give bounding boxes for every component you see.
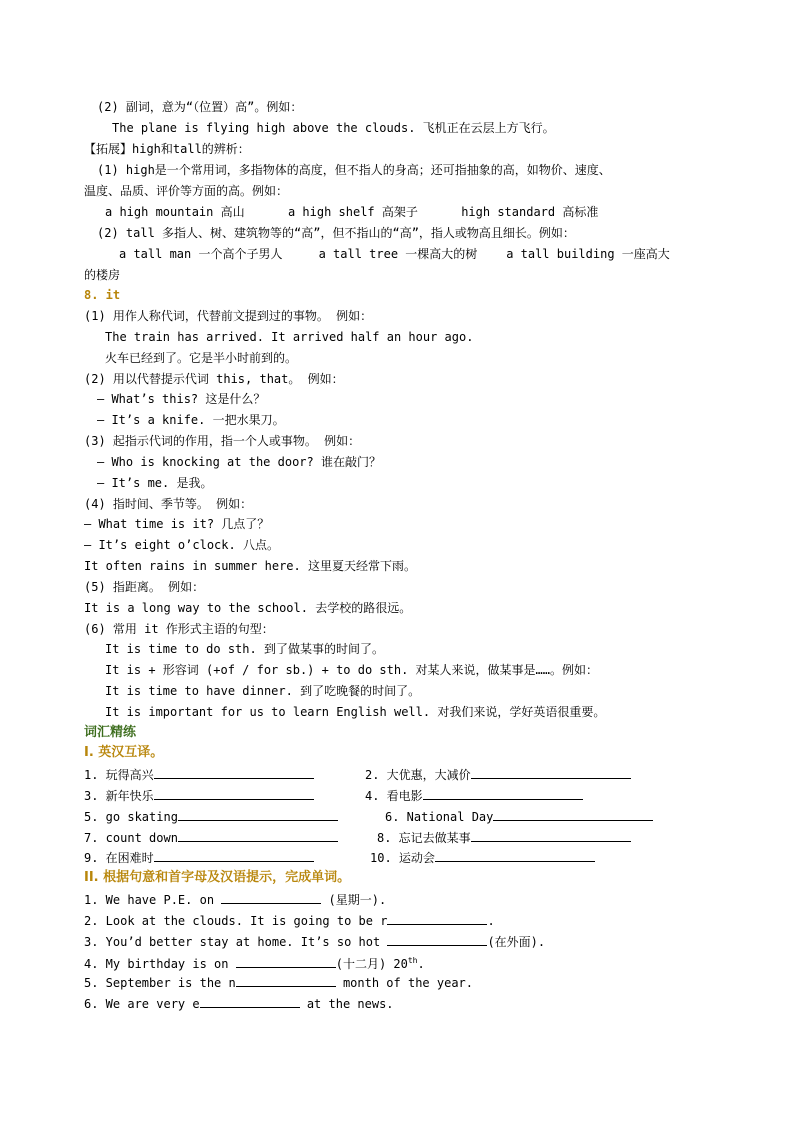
exercise-item: 3. 新年快乐 — [84, 786, 314, 805]
exercise-item: 7. count down — [84, 828, 338, 847]
text-line: It is a long way to the school. 去学校的路很远。 — [84, 601, 412, 615]
text-line: a high mountain 高山 a high shelf 高架子 high standard 高标准 — [105, 205, 599, 219]
text-line: The train has arrived. It arrived half an hour ago. — [105, 330, 474, 344]
text-line: (2) tall 多指人、树、建筑物等的“高”，但不指山的“高”，指人或物高且细长。例如： — [97, 226, 575, 240]
answer-blank[interactable] — [423, 786, 583, 800]
answer-blank[interactable] — [236, 973, 336, 987]
text-line: (1) 用作人称代词，代替前文提到过的事物。 例如： — [84, 309, 373, 323]
text-line: a tall man 一个高个子男人 a tall tree 一棵高大的树 a tall building 一座高大 — [119, 247, 670, 261]
text-line: (2) 用以代替提示代词 this, that。 例如： — [84, 372, 344, 386]
answer-blank[interactable] — [154, 786, 314, 800]
text-line: — What time is it? 几点了？ — [84, 517, 270, 531]
text-line: — It’s eight o’clock. 八点。 — [84, 538, 279, 552]
section-heading-it: 8. it — [84, 288, 121, 302]
answer-blank[interactable] — [221, 890, 321, 904]
text-line: — It’s a knife. 一把水果刀。 — [97, 413, 285, 427]
answer-blank[interactable] — [471, 828, 631, 842]
exercise-item: 2. Look at the clouds. It is going to be r . — [84, 911, 495, 930]
answer-blank[interactable] — [178, 828, 338, 842]
exercise-item: 1. 玩得高兴 — [84, 765, 314, 784]
text-line: 火车已经到了。它是半小时前到的。 — [105, 351, 298, 365]
exercise-item: 2. 大优惠，大减价 — [365, 765, 631, 784]
answer-blank[interactable] — [154, 765, 314, 779]
exercise-item: 3. You’d better stay at home. It’s so hot (在外面). — [84, 932, 545, 951]
text-line: It is important for us to learn English well. 对我们来说，学好英语很重要。 — [105, 705, 606, 719]
exercise-item: 6. We are very e at the news. — [84, 994, 394, 1013]
text-line: (5) 指距离。 例如： — [84, 580, 205, 594]
text-line: The plane is flying high above the clouds. 飞机正在云层上方飞行。 — [112, 121, 555, 135]
text-line: (2) 副词，意为“（位置）高”。例如： — [97, 100, 303, 114]
text-line: (3) 起指示代词的作用，指一个人或事物。 例如： — [84, 434, 361, 448]
answer-blank[interactable] — [200, 994, 300, 1008]
answer-blank[interactable] — [435, 848, 595, 862]
text-line: 温度、品质、评价等方面的高。例如： — [84, 184, 289, 198]
text-line: (4) 指时间、季节等。 例如： — [84, 497, 253, 511]
text-line: It is + 形容词 (+of / for sb.) + to do sth. 对某人来说，做某事是……。例如： — [105, 663, 598, 677]
text-line: It is time to have dinner. 到了吃晚餐的时间了。 — [105, 684, 421, 698]
text-line: (1) high是一个常用词，多指物体的高度，但不指人的身高；还可指抽象的高，如物价、速度、 — [97, 163, 611, 177]
answer-blank[interactable] — [387, 932, 487, 946]
exercise-item: 4. 看电影 — [365, 786, 583, 805]
text-line: It often rains in summer here. 这里夏天经常下雨。 — [84, 559, 416, 573]
answer-blank[interactable] — [154, 848, 314, 862]
exercise-item: 9. 在困难时 — [84, 848, 314, 867]
exercise-item: 5. September is the n month of the year. — [84, 973, 473, 992]
text-line: — Who is knocking at the door? 谁在敲门？ — [97, 455, 381, 469]
text-line: — What’s this? 这是什么？ — [97, 392, 266, 406]
exercise-item: 4. My birthday is on (十二月) 20th. — [84, 956, 425, 971]
text-line: It is time to do sth. 到了做某事的时间了。 — [105, 642, 384, 656]
text-line: — It’s me. 是我。 — [97, 476, 213, 490]
exercise-item: 10. 运动会 — [370, 848, 595, 867]
section1-title: I. 英汉互译。 — [84, 745, 164, 760]
text-line: 【拓展】high和tall的辨析： — [84, 142, 250, 156]
answer-blank[interactable] — [178, 807, 338, 821]
practice-heading: 词汇精练 — [84, 725, 137, 740]
text-line: (6) 常用 it 作形式主语的句型： — [84, 622, 274, 636]
exercise-item: 6. National Day — [385, 807, 653, 826]
text-line: 的楼房 — [84, 268, 121, 282]
answer-blank[interactable] — [236, 954, 336, 968]
section2-title: II. 根据句意和首字母及汉语提示，完成单词。 — [84, 870, 351, 885]
answer-blank[interactable] — [471, 765, 631, 779]
exercise-item: 1. We have P.E. on (星期一). — [84, 890, 386, 909]
exercise-item: 5. go skating — [84, 807, 338, 826]
answer-blank[interactable] — [493, 807, 653, 821]
exercise-item: 8. 忘记去做某事 — [377, 828, 631, 847]
answer-blank[interactable] — [387, 911, 487, 925]
